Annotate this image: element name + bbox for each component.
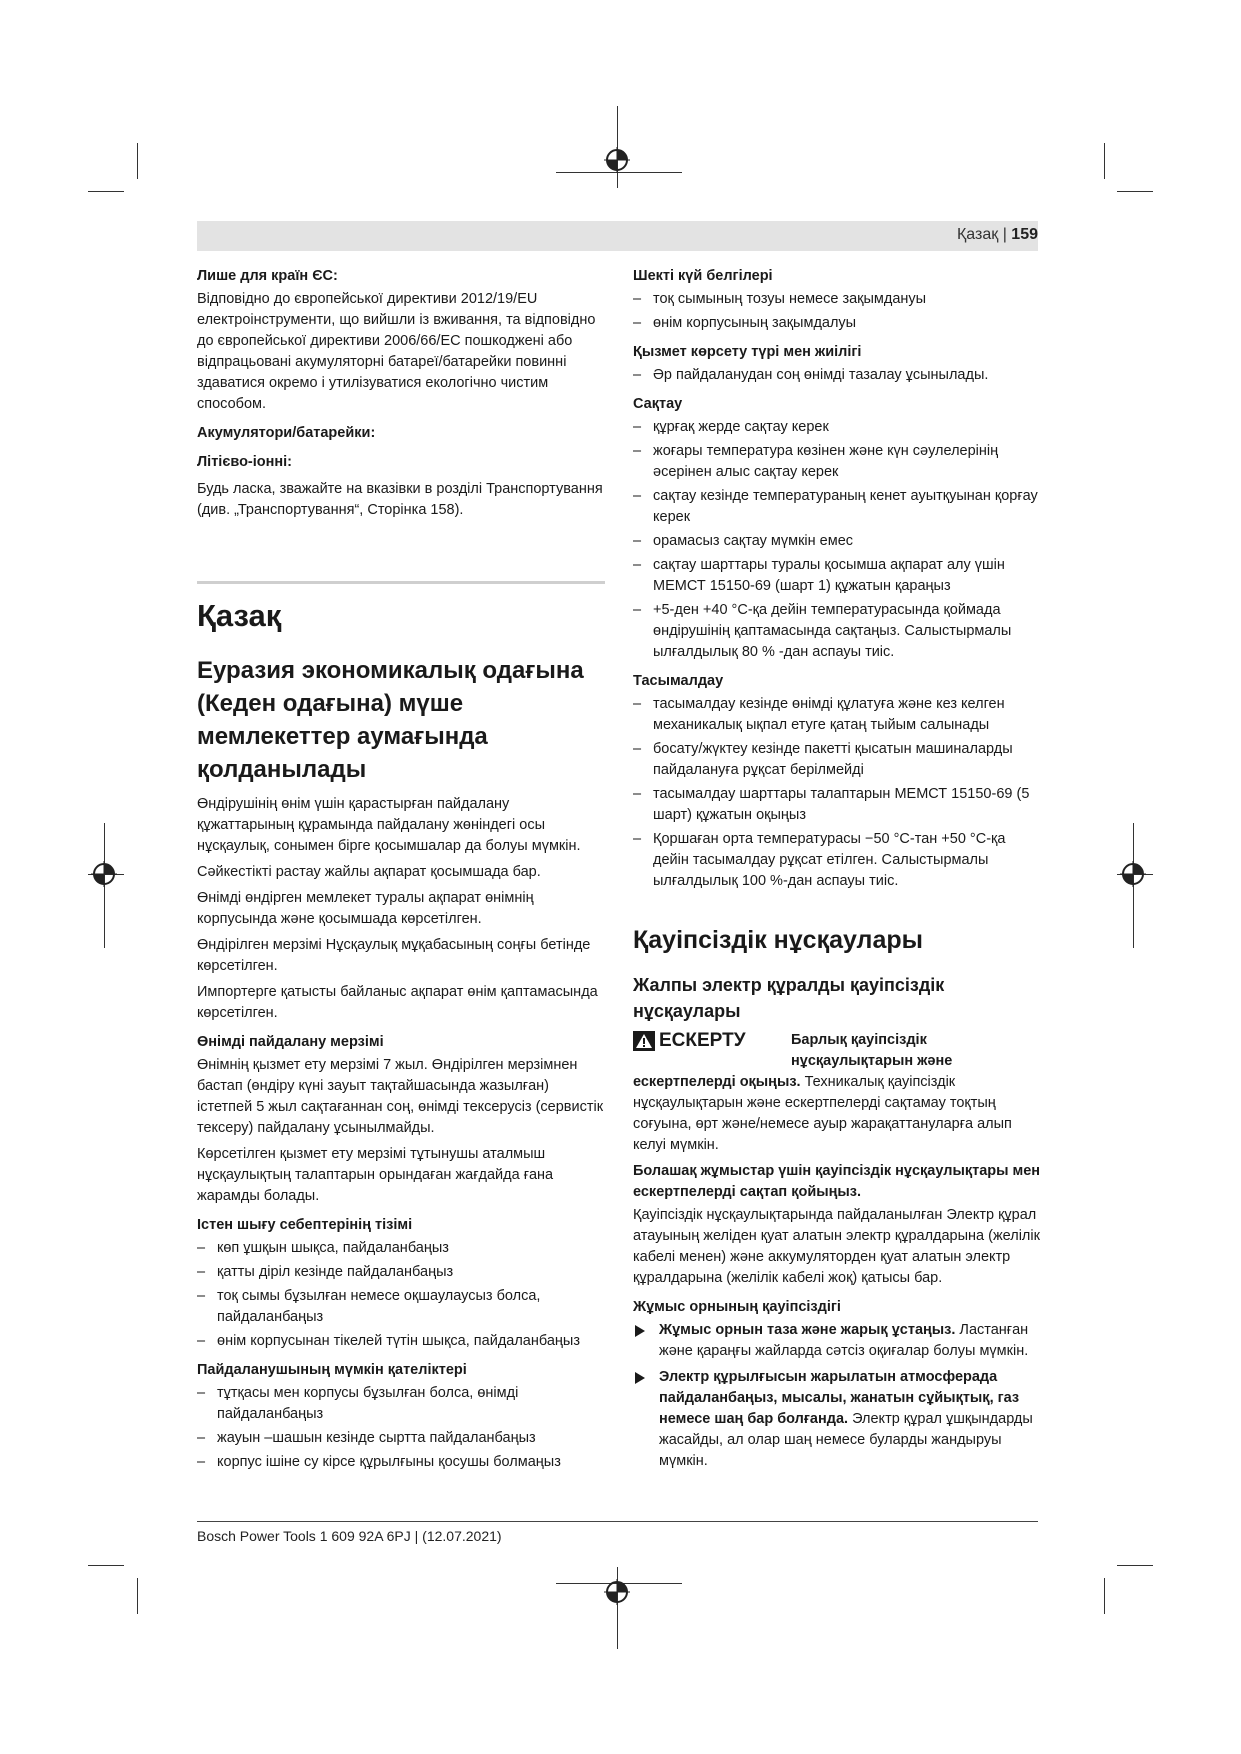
crop-mark (137, 143, 138, 179)
paragraph: Өндірілген мерзімі Нұсқаулық мұқабасының соңғы бетінде көрсетілген. (197, 937, 591, 974)
storage-title: Сақтау (633, 396, 683, 412)
left-column (197, 266, 605, 1477)
workplace-list (633, 1320, 1041, 1472)
list-item: – сақтау кезінде температураның кенет ауытқуынан қорғау керек (633, 486, 1041, 528)
warning-label (633, 1030, 791, 1051)
section-divider (197, 581, 605, 584)
list-item: – өнім корпусынан тікелей түтін шықса, пайдаланбаңыз (197, 1331, 605, 1352)
warning-body: Техникалық қауіпсіздік нұсқаулықтарын және ескертпелерді сақтамау тоқтың соғуына, өрт және/немесе ауыр жарақаттануларға алып келуі мүмкін. (633, 1074, 1012, 1153)
crop-mark (88, 191, 124, 192)
crop-mark (1104, 143, 1105, 179)
safety-heading: Қауіпсіздік нұсқаулары (633, 926, 923, 954)
failure-title: Істен шығу себептерінің тізімі (197, 1217, 413, 1233)
transport-list (633, 694, 1041, 892)
general-safety-heading: Жалпы электр құралды қауіпсіздік нұсқаулары (633, 975, 945, 1021)
crop-mark (1104, 1578, 1105, 1614)
liion-title: Літієво-іонні: (197, 454, 293, 470)
registration-target-icon (91, 861, 117, 887)
user-errors-title: Пайдаланушының мүмкін қателіктері (197, 1362, 467, 1378)
crop-mark (1117, 191, 1153, 192)
list-item: – қатты діріл кезінде пайдаланбаңыз (197, 1262, 605, 1283)
list-item: – құрғақ жерде сақтау керек (633, 417, 1041, 438)
paragraph: Импортерге қатысты байланыс ақпарат өнім қаптамасында көрсетілген. (197, 984, 598, 1021)
footer-text: Bosch Power Tools 1 609 92A 6PJ | (12.07.2021) (197, 1528, 502, 1544)
user-errors-list (197, 1383, 605, 1473)
list-item: – тасымалдау кезінде өнімді құлатуға және кез келген механикалық ықпал етуге қатаң тыйым салынады (633, 694, 1041, 736)
list-item: – тасымалдау шарттары талаптарын МЕМСТ 15150-69 (5 шарт) құжатын оқыңыз (633, 784, 1041, 826)
service-title: Қызмет көрсету түрі мен жиілігі (633, 344, 862, 360)
keep-instructions: Болашақ жұмыстар үшін қауіпсіздік нұсқаулықтары мен ескертпелерді сақтап қойыңыз. (633, 1163, 1041, 1200)
eurasia-heading: Еуразия экономикалық одағына (Кеден одағына) мүше мемлекеттер аумағында қолданылады (197, 657, 584, 783)
item-bold: Электр құрылғысын жарылатын атмосферада пайдаланбаңыз, мысалы, жанатын сұйықтық, газ немесе шаң бар болғанда. (659, 1369, 1020, 1427)
warning-bold-text: Барлық қауіпсіздік нұсқаулықтарын және (791, 1032, 953, 1069)
list-item: – орамасыз сақтау мүмкін емес (633, 531, 1041, 552)
list-item: – сақтау шарттары туралы қосымша ақпарат алу үшін МЕМСТ 15150-69 (шарт 1) құжатын қараңыз (633, 555, 1041, 597)
language-heading: Қазақ (197, 598, 282, 633)
warning-word: ЕСКЕРТУ (659, 1030, 746, 1051)
registration-target-icon (604, 1579, 630, 1605)
list-item: – көп ұшқын шықса, пайдаланбаңыз (197, 1238, 605, 1259)
header-band (197, 221, 1038, 251)
list-item: – тоқ сымының тозуы немесе зақымдануы (633, 289, 1041, 310)
service-life-text: Көрсетілген қызмет ету мерзімі тұтынушы аталмыш нұсқаулықтың талаптарын орындаған жағдайда ғана жарамды болады. (197, 1146, 554, 1204)
paragraph: Өндірушінің өнім үшін қарастырған пайдалану құжаттарының құрамында пайдалану жөніндегі осы нұсқаулық, сонымен бірге қосымшалар да болуы мүмкін. (197, 796, 581, 854)
service-life-title: Өнімді пайдалану мерзімі (197, 1034, 384, 1050)
limit-title: Шекті күй белгілері (633, 268, 773, 284)
storage-list (633, 417, 1041, 663)
failure-list (197, 1238, 605, 1352)
workplace-title: Жұмыс орнының қауіпсіздігі (633, 1299, 841, 1315)
list-item: – өнім корпусының зақымдалуы (633, 313, 1041, 334)
list-item: – тұтқасы мен корпусы бұзылған болса, өнімді пайдаланбаңыз (197, 1383, 605, 1425)
running-header: Қазақ | 159 (956, 226, 1038, 243)
right-column (633, 266, 1041, 1477)
crop-mark (137, 1578, 138, 1614)
registration-target-icon (604, 147, 630, 173)
crop-mark (1117, 1565, 1153, 1566)
list-item: – босату/жүктеу кезінде пакетті қысатын машиналарды пайдалануға рұқсат берілмейді (633, 739, 1041, 781)
list-item: – жоғары температура көзінен және күн сәулелерінің әсерінен алыс сақтау керек (633, 441, 1041, 483)
item-bold: Жұмыс орнын таза және жарық ұстаңыз. (659, 1322, 956, 1338)
eu-text: Відповідно до європейської директиви 2012/19/EU електроінструменти, що вийшли із вживання, та відповідно до європейської директиви 2006/66/EC пошкоджені або відпрацьовані акумуляторні батареї/батарейки повинні здаватися окремо і утилізуватися екологічно чистим способом. (197, 291, 596, 412)
crop-mark (88, 1565, 124, 1566)
paragraph: Сәйкестікті растау жайлы ақпарат қосымшада бар. (197, 864, 541, 880)
list-item: – +5-ден +40 °C-қа дейін температурасында қоймада өндірушінің қаптамасында сақтаңыз. Салыстырмалы ылғалдылық 80 % -дан аспауы тиіс. (633, 600, 1041, 663)
list-item: – Қоршаған орта температурасы −50 °C-тан +50 °C-қа дейін тасымалдау рұқсат етілген. Салыстырмалы ылғалдылық 100 %-дан аспауы тиіс. (633, 829, 1041, 892)
batteries-title: Акумулятори/батарейки: (197, 425, 376, 441)
item-text: Электр құрал ұшқындарды жасайды, ал олар шаң немесе буларды жандыруы мүмкін. (659, 1411, 1033, 1469)
item-text: Ластанған және қараңғы жайларда сәтсіз оқиғалар болуы мүмкін. (659, 1322, 1029, 1359)
registration-target-icon (1120, 861, 1146, 887)
footer-rule (197, 1521, 1038, 1522)
list-item (633, 1367, 1041, 1472)
service-list (633, 365, 1041, 386)
eu-title: Лише для країн ЄС: (197, 268, 338, 284)
list-item: – Әр пайдаланудан соң өнімді тазалау ұсынылады. (633, 365, 1041, 386)
limit-list (633, 289, 1041, 334)
header-section: Қазақ (956, 226, 999, 243)
warning-text (633, 1072, 1041, 1156)
liion-text: Будь ласка, зважайте на вказівки в розділі Транспортування (див. „Транспортування“, Сторінка 158). (197, 481, 603, 518)
warning-block (633, 1030, 1041, 1072)
list-item: – корпус ішіне су кірсе құрылғыны қосушы болмаңыз (197, 1452, 605, 1473)
page-number: 159 (1011, 226, 1038, 243)
list-item: – жауын –шашын кезінде сыртта пайдаланбаңыз (197, 1428, 605, 1449)
warning-triangle-icon (633, 1031, 655, 1051)
service-life-text: Өнімнің қызмет ету мерзімі 7 жыл. Өндірілген мерзімнен бастап (өндіру күні зауыт тақтайшасында жазылған) істетпей 5 жыл сақтағаннан соң, өнімді тексерусіз (сервистік тексеру) пайдалану ұсынылмайды. (197, 1057, 604, 1136)
list-item: – тоқ сымы бұзылған немесе оқшаулаусыз болса, пайдаланбаңыз (197, 1286, 605, 1328)
warning-bold-cont: ескертпелерді оқыңыз. (633, 1074, 801, 1090)
transport-title: Тасымалдау (633, 673, 724, 689)
list-item (633, 1320, 1041, 1362)
paragraph: Өнімді өндірген мемлекет туралы ақпарат өнімнің корпусында және қосымшада көрсетілген. (197, 890, 534, 927)
keep-text: Қауіпсіздік нұсқаулықтарында пайдаланылған Электр құрал атауының желіден қуат алатын электр құралдарына (желілік кабелі менен) және аккумуляторден қуат алатын электр құралдарына (желілік кабелі жоқ) қатысы бар. (633, 1207, 1040, 1286)
